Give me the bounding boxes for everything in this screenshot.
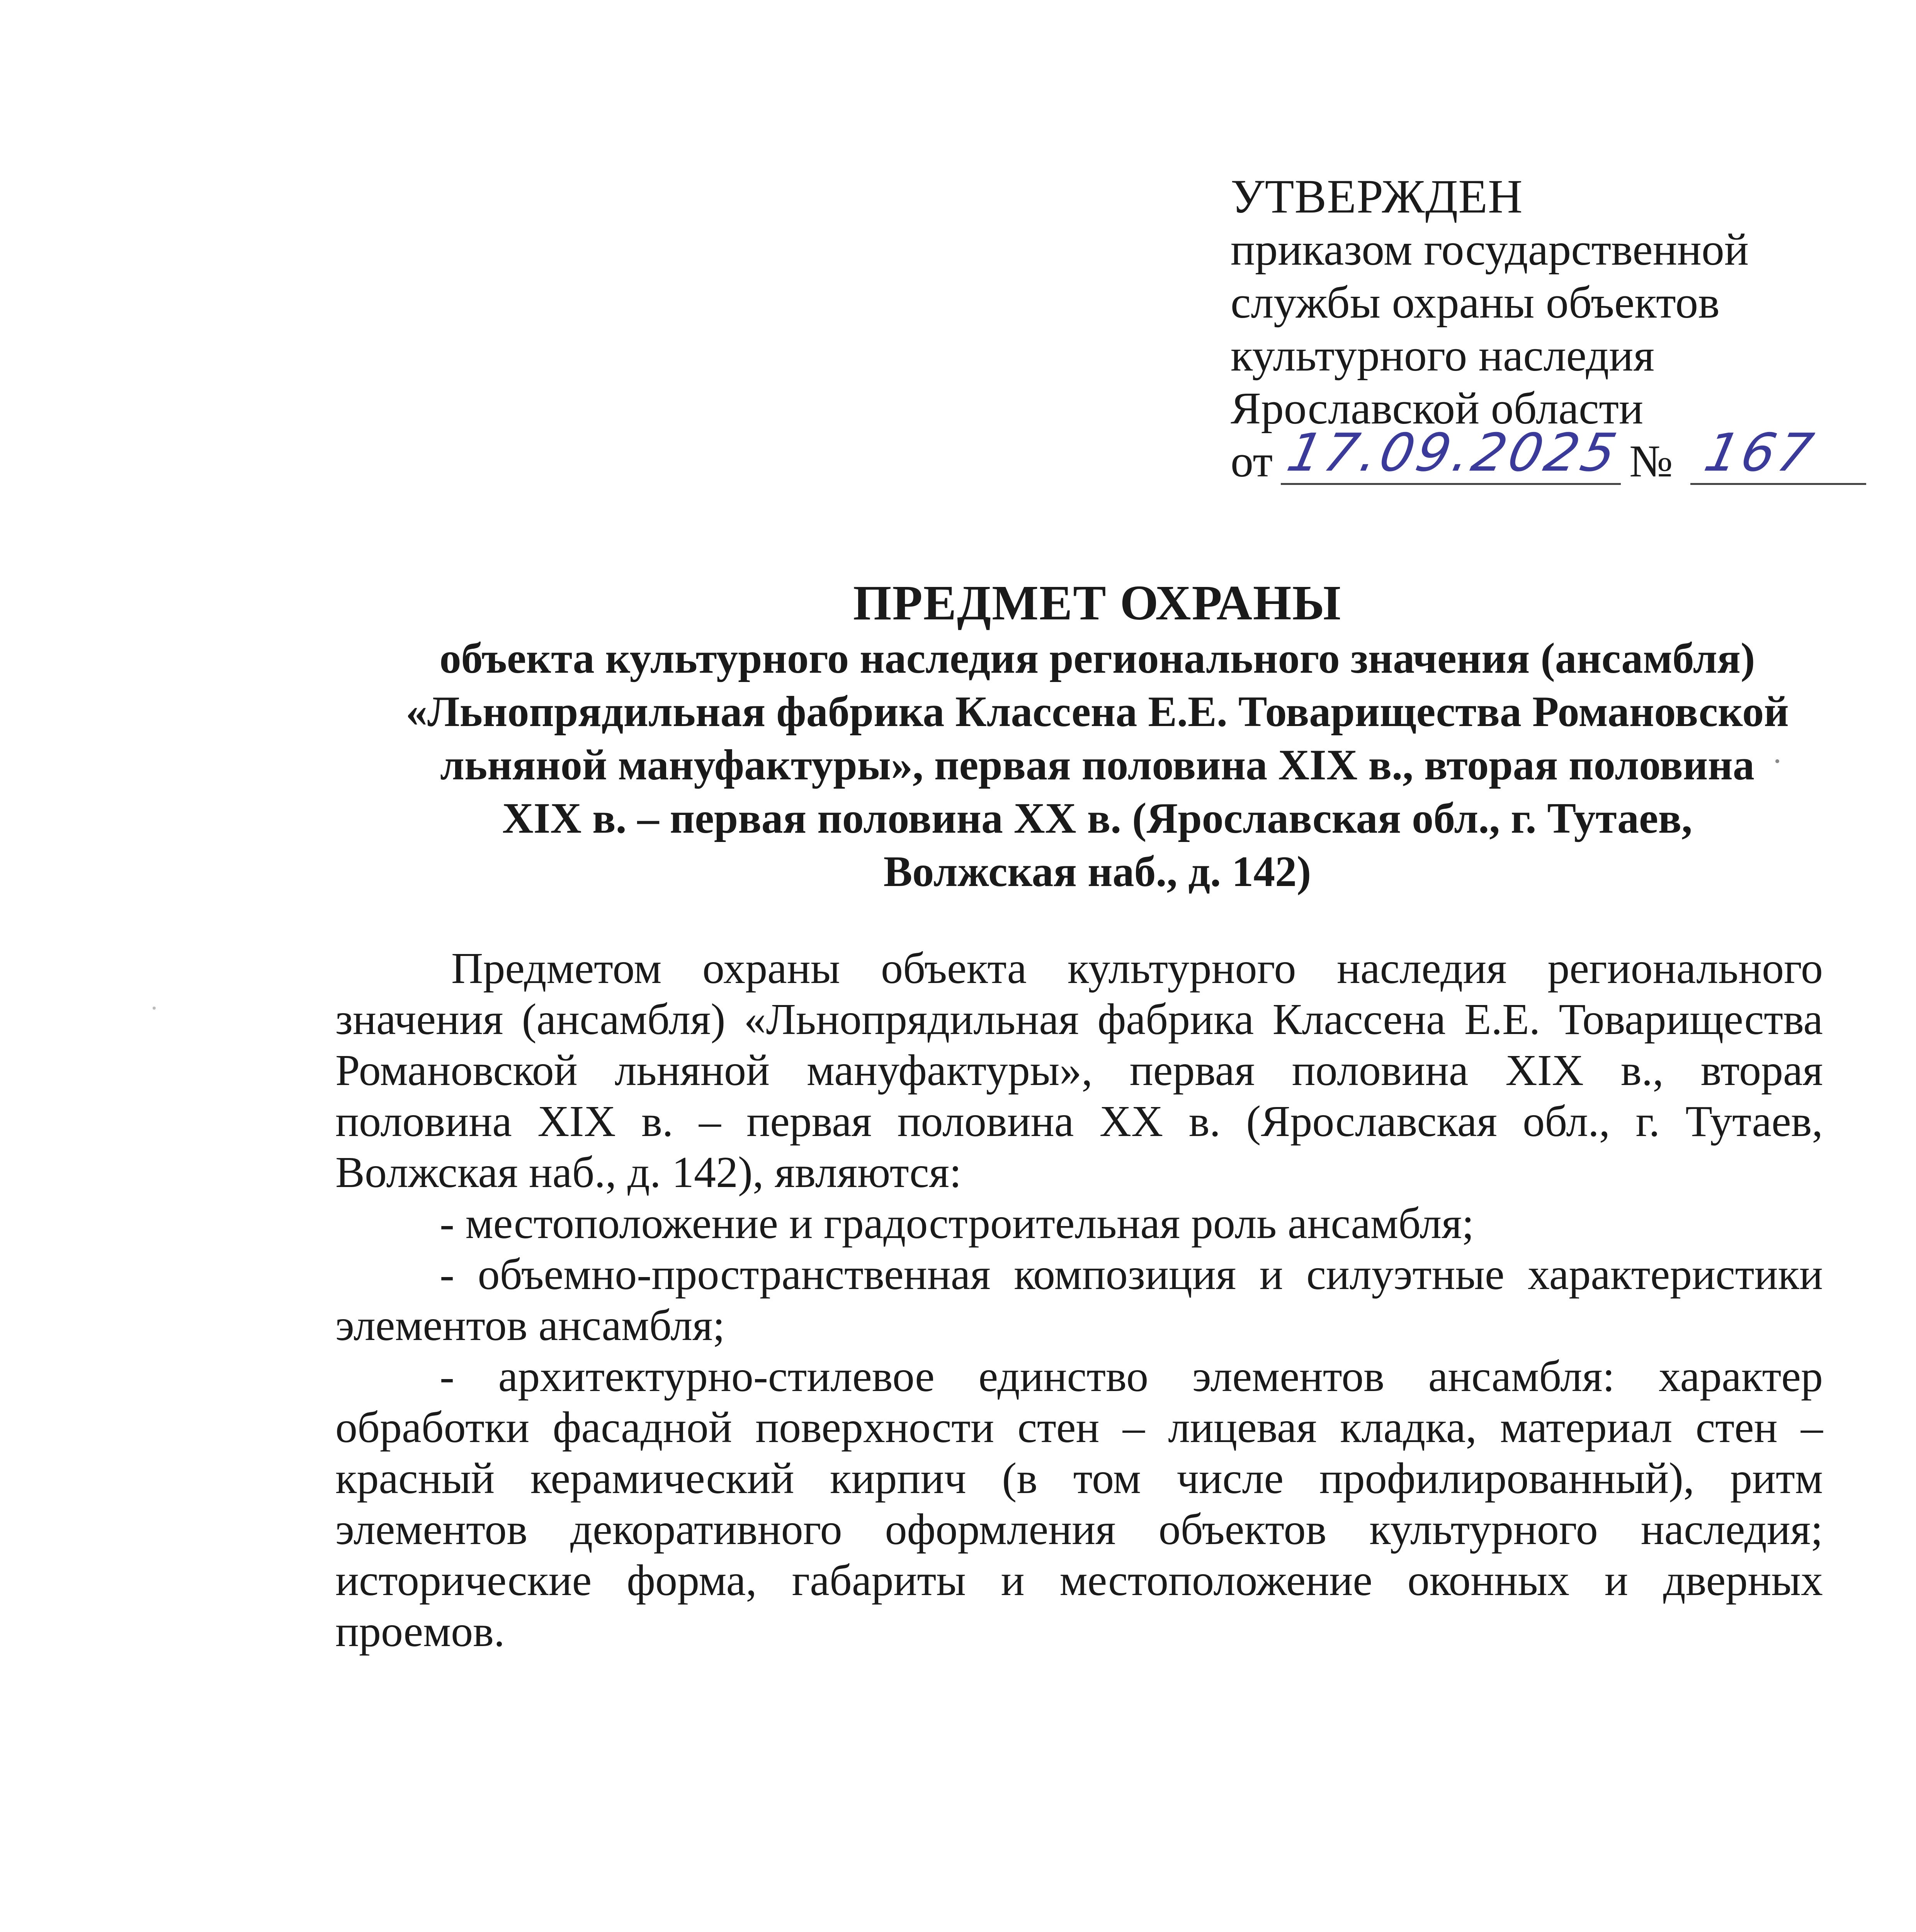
title-line: объекта культурного наследия регионального значения (ансамбля) bbox=[439, 634, 1755, 682]
scan-speck bbox=[153, 1007, 156, 1010]
title-line: Волжская наб., д. 142) bbox=[883, 848, 1311, 896]
from-label: от bbox=[1231, 436, 1273, 486]
title-line: льняной мануфактуры», первая половина XIX в., вторая половина bbox=[440, 741, 1754, 789]
number-field bbox=[1690, 422, 1866, 485]
order-date-number-line bbox=[1231, 422, 1821, 488]
handwritten-date: 17.09.2025 bbox=[1282, 422, 1625, 483]
approval-heading: УТВЕРЖДЕН bbox=[1231, 170, 1523, 223]
approval-line: культурного наследия bbox=[1231, 330, 1654, 381]
approval-line: службы охраны объектов bbox=[1231, 277, 1720, 328]
date-field bbox=[1281, 422, 1625, 485]
title-line: «Льнопрядильная фабрика Классена Е.Е. Товарищества Романовской bbox=[406, 688, 1789, 736]
document-body bbox=[335, 943, 1823, 1657]
approval-stamp bbox=[1231, 170, 1821, 488]
scan-speck bbox=[1775, 759, 1779, 763]
title-line: XIX в. – первая половина XX в. (Ярославская обл., г. Тутаев, bbox=[502, 794, 1693, 842]
number-label: № bbox=[1629, 436, 1673, 486]
approval-line: Ярославской области bbox=[1231, 383, 1644, 434]
list-item: - объемно-пространственная композиция и силуэтные характеристики элементов ансамбля; bbox=[335, 1250, 1823, 1350]
list-item: - архитектурно-стилевое единство элементов ансамбля: характер обработки фасадной поверхности стен – лицевая кладка, материал стен – красный керамический кирпич (в том числе профилированный), ритм элементов декоративного оформления объектов культурного наследия; исторические форма, габариты и местоположение оконных и дверных проемов. bbox=[335, 1352, 1823, 1656]
document-title bbox=[348, 574, 1847, 898]
page-title: ПРЕДМЕТ ОХРАНЫ bbox=[853, 575, 1342, 630]
list-item: - местоположение и градостроительная роль ансамбля; bbox=[440, 1199, 1474, 1248]
intro-paragraph: Предметом охраны объекта культурного наследия регионального значения (ансамбля) «Льнопрядильная фабрика Классена Е.Е. Товарищества Романовской льняной мануфактуры», первая половина XIX в., вторая половина XIX в. – первая половина XX в. (Ярославская обл., г. Тутаев, Волжская наб., д. 142), являются: bbox=[335, 944, 1823, 1197]
approval-line: приказом государственной bbox=[1231, 224, 1749, 275]
handwritten-number: 167 bbox=[1699, 422, 1821, 483]
